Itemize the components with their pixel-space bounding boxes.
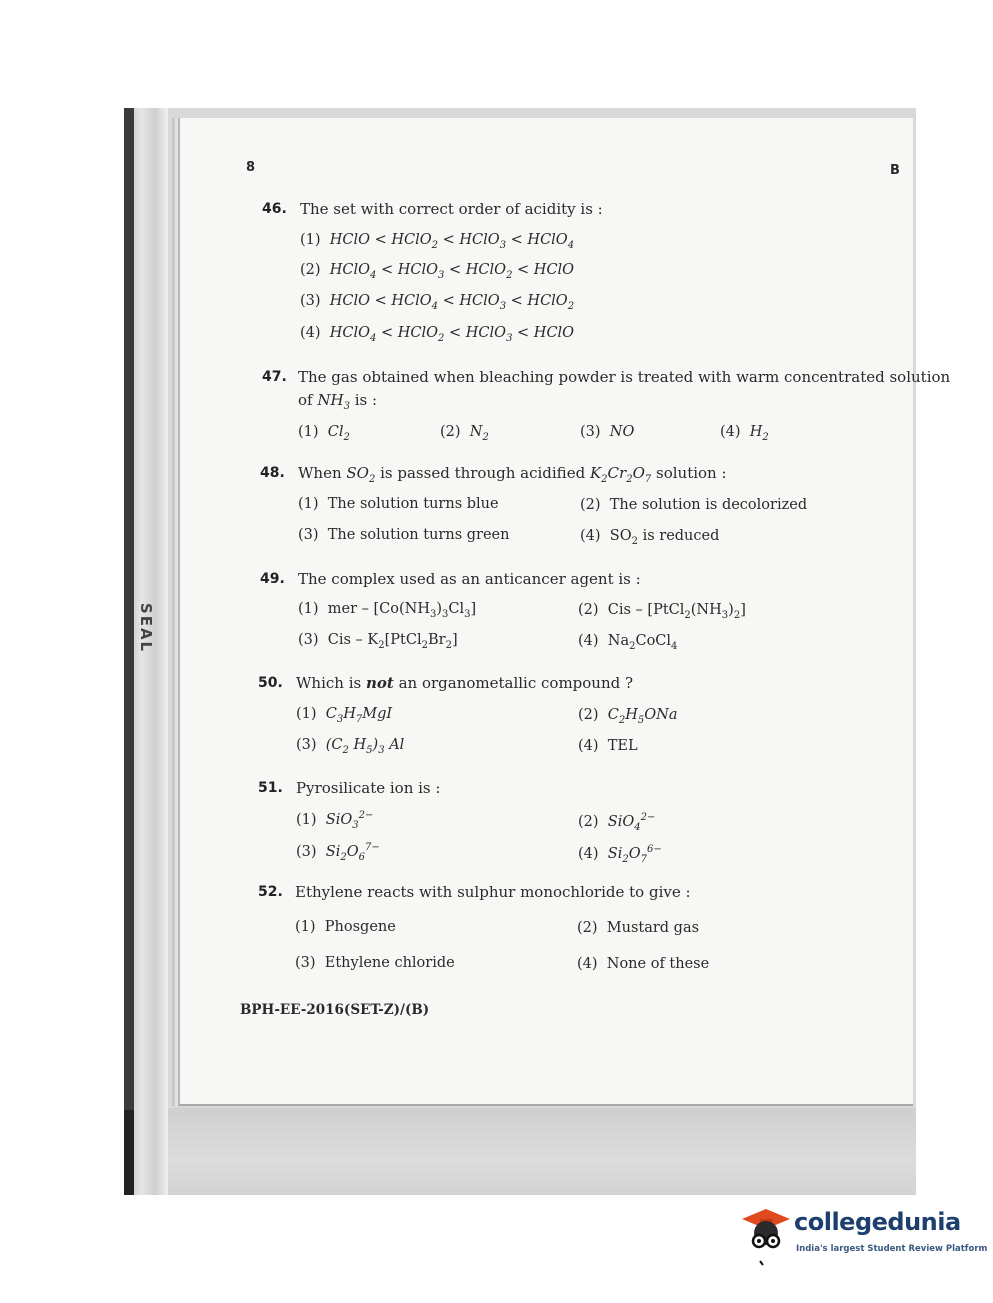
option-4: (4) $H_2$ bbox=[720, 424, 769, 443]
brand-tagline: India's largest Student Review Platform bbox=[796, 1244, 988, 1254]
question-number: 46. bbox=[262, 201, 287, 217]
option-3: (3) HClO < HClO$_4$ < HClO$_3$ < HClO$_2$ bbox=[300, 293, 575, 312]
option-3: (3) NO bbox=[580, 424, 635, 440]
question-text: The complex used as an anticancer agent is : bbox=[298, 570, 641, 588]
margin-stamp: SEAL bbox=[137, 602, 155, 653]
option-4: (4) $Si_2O_7^{6-}$ bbox=[578, 844, 662, 865]
option-3: (3) The solution turns green bbox=[298, 527, 510, 543]
option-4: (4) HClO$_4$ < HClO$_2$ < HClO$_3$ < HClO bbox=[300, 325, 575, 344]
footer-code: BPH-EE-2016(SET-Z)/(B) bbox=[240, 1002, 430, 1018]
option-1: (1) $C_3H_7MgI$ bbox=[296, 706, 393, 725]
question-text: Which is not an organometallic compound ? bbox=[296, 674, 634, 692]
option-1: (1) $Cl_2$ bbox=[298, 424, 350, 443]
question-number: 47. bbox=[262, 369, 287, 385]
option-2: (2) Cis – $[PtCl_2(NH_3)_2]$ bbox=[578, 602, 746, 621]
option-3: (3) Ethylene chloride bbox=[295, 955, 455, 971]
option-2: (2) SiO$_4^{2-}$ bbox=[578, 812, 656, 833]
question-number: 51. bbox=[258, 780, 283, 796]
option-1: (1) SiO$_3^{2-}$ bbox=[296, 810, 374, 831]
option-1: (1) mer – $[Co(NH_3)_3Cl_3]$ bbox=[298, 601, 477, 620]
option-4: (4) None of these bbox=[577, 956, 710, 972]
question-text: The set with correct order of acidity is : bbox=[300, 200, 603, 218]
question-number: 49. bbox=[260, 571, 285, 587]
option-1: (1) The solution turns blue bbox=[298, 496, 499, 512]
option-3: (3) ($C_2$ $H_5)_3$ Al bbox=[296, 737, 405, 756]
question-text: When $SO_2$ is passed through acidified $K_2Cr_2O_7$ solution : bbox=[298, 464, 727, 485]
question-number: 52. bbox=[258, 884, 283, 900]
question-text: Pyrosilicate ion is : bbox=[296, 779, 441, 797]
scan-edge-lower bbox=[124, 1110, 134, 1195]
option-3: (3) $Si_2O_6^{7-}$ bbox=[296, 842, 380, 863]
option-2: (2) Mustard gas bbox=[577, 920, 700, 936]
page-fold bbox=[168, 1108, 916, 1195]
option-4: (4) $SO_2$ is reduced bbox=[580, 528, 720, 547]
option-4: (4) TEL bbox=[578, 738, 638, 754]
set-code: B bbox=[890, 163, 900, 178]
question-text-line1: The gas obtained when bleaching powder is treated with warm concentrated solution bbox=[298, 368, 951, 386]
question-text: Ethylene reacts with sulphur monochloride to give : bbox=[295, 883, 691, 901]
option-4: (4) $Na_2CoCl_4$ bbox=[578, 633, 678, 652]
option-2: (2) HClO$_4$ < HClO$_3$ < HClO$_2$ < HClO bbox=[300, 262, 575, 281]
option-2: (2) $C_2H_5ONa$ bbox=[578, 707, 678, 726]
option-1: (1) HClO < HClO$_2$ < HClO$_3$ < HClO$_4$ bbox=[300, 232, 575, 251]
option-3: (3) Cis – $K_2[PtCl_2Br_2]$ bbox=[298, 632, 458, 651]
option-2: (2) The solution is decolorized bbox=[580, 497, 808, 513]
option-2: (2) $N_2$ bbox=[440, 424, 489, 443]
option-1: (1) Phosgene bbox=[295, 919, 396, 935]
question-text-line2: of $NH_3$ is : bbox=[298, 391, 378, 412]
question-number: 48. bbox=[260, 465, 285, 481]
page-number: 8 bbox=[246, 160, 256, 175]
question-number: 50. bbox=[258, 675, 283, 691]
brand-name: collegedunia bbox=[794, 1208, 961, 1236]
